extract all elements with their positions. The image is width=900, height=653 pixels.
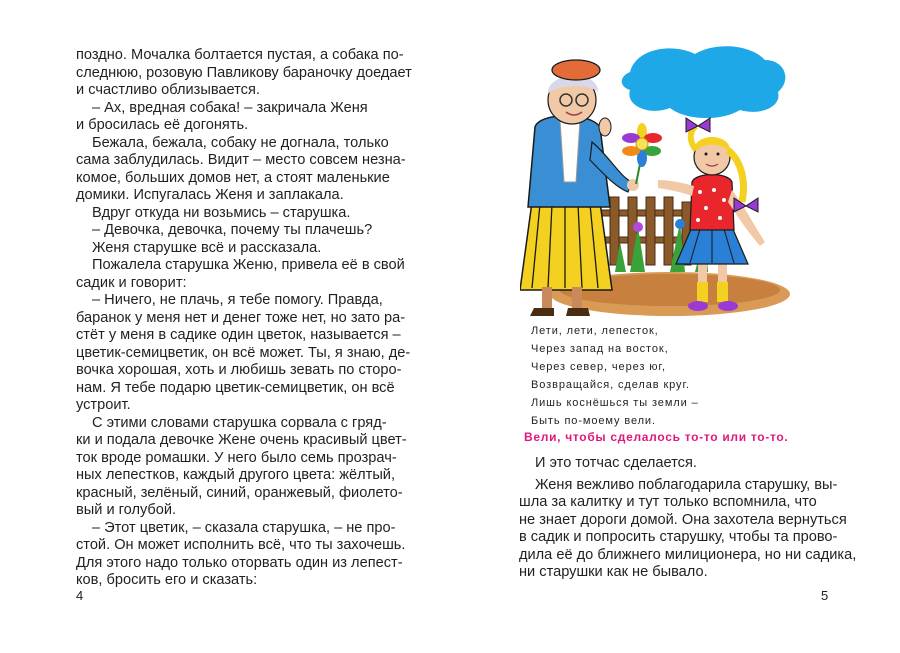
magic-refrain: Вели, чтобы сделалось то-то или то-то. [524,430,789,444]
sky-cloud [622,46,786,118]
text-line: ных лепестков, каждый другого цвета: жёлтый, [76,467,396,483]
text-line: вый и голубой. [76,502,177,518]
text-line: и бросилась её догонять. [76,117,249,133]
text-line: устроит. [76,397,131,413]
text-line: следнюю, розовую Павликову бараночку доедает [76,65,412,81]
text-line: – Ах, вредная собака! – закричала Женя [92,100,368,116]
text-line: Для этого надо только оторвать один из лепест- [76,555,403,571]
text-line: и счастливо облизывается. [76,82,260,98]
illustration [520,32,800,327]
text-line: ток вроде ромашки. У него было семь прозрач- [76,450,397,466]
text-line: С этими словами старушка сорвала с гряд- [92,415,387,431]
text-line: – Этот цветик, – сказала старушка, – не про- [92,520,396,536]
poem-line: Лети, лети, лепесток, [531,325,659,337]
text-line: цветик-семицветик, он всё может. Ты, я знаю, де- [76,345,411,361]
seven-color-flower [622,123,662,184]
text-line: комое, больших домов нет, а стоят маленькие [76,170,390,186]
text-line: в садик и попросить старушку, чтобы та прово- [519,529,838,545]
text-line: садик и говорит: [76,275,187,291]
poem-line: Через север, через юг, [531,361,666,373]
text-line: Пожалела старушка Женю, привела её в свой [92,257,405,273]
text-line: Женя вежливо поблагодарила старушку, вы- [535,477,838,493]
page-number: 4 [76,588,84,603]
text-line: Вдруг откуда ни возьмись – старушка. [92,205,351,221]
text-line: стёт у меня в садике один цветок, называется – [76,327,401,343]
text-line: – Ничего, не плачь, я тебе помогу. Правда, [92,292,383,308]
text-line: домики. Испугалась Женя и заплакала. [76,187,344,203]
text-line: не знает дороги домой. Она захотела вернуться [519,512,847,528]
text-line: вочка хорошая, хоть и любишь зевать по сторо- [76,362,402,378]
poem-line: Через запад на восток, [531,343,669,355]
text-line: поздно. Мочалка болтается пустая, а собака по- [76,47,404,63]
text-line: баранок у меня нет и денег тоже нет, но зато ра- [76,310,406,326]
text-line: стой. Он может исполнить всё, что ты захочешь. [76,537,406,553]
text-line: – Девочка, девочка, почему ты плачешь? [92,222,373,238]
text-line: красный, зелёный, синий, оранжевый, фиолето- [76,485,403,501]
text-line: нам. Я тебе подарю цветик-семицветик, он всё [76,380,395,396]
text-line: ков, бросить его и сказать: [76,572,258,588]
text-line: шла за калитку и тут только вспомнила, что [519,494,817,510]
text-line: сама заблудилась. Видит – место совсем незна- [76,152,406,168]
text-line: ки и подала девочке Жене очень красивый цвет- [76,432,407,448]
poem-line: Возвращайся, сделав круг. [531,379,690,391]
text-line: ни старушки как не бывало. [519,564,708,580]
text-line: дила её до ближнего милиционера, но ни садика, [519,547,857,563]
page-number: 5 [821,588,829,603]
right-page [450,0,900,653]
text-line: Женя старушке всё и рассказала. [92,240,322,256]
text-line: И это тотчас сделается. [535,455,697,471]
poem-line: Лишь коснёшься ты земли – [531,397,699,409]
poem-line: Быть по-моему вели. [531,415,656,427]
text-line: Бежала, бежала, собаку не догнала, только [92,135,389,151]
